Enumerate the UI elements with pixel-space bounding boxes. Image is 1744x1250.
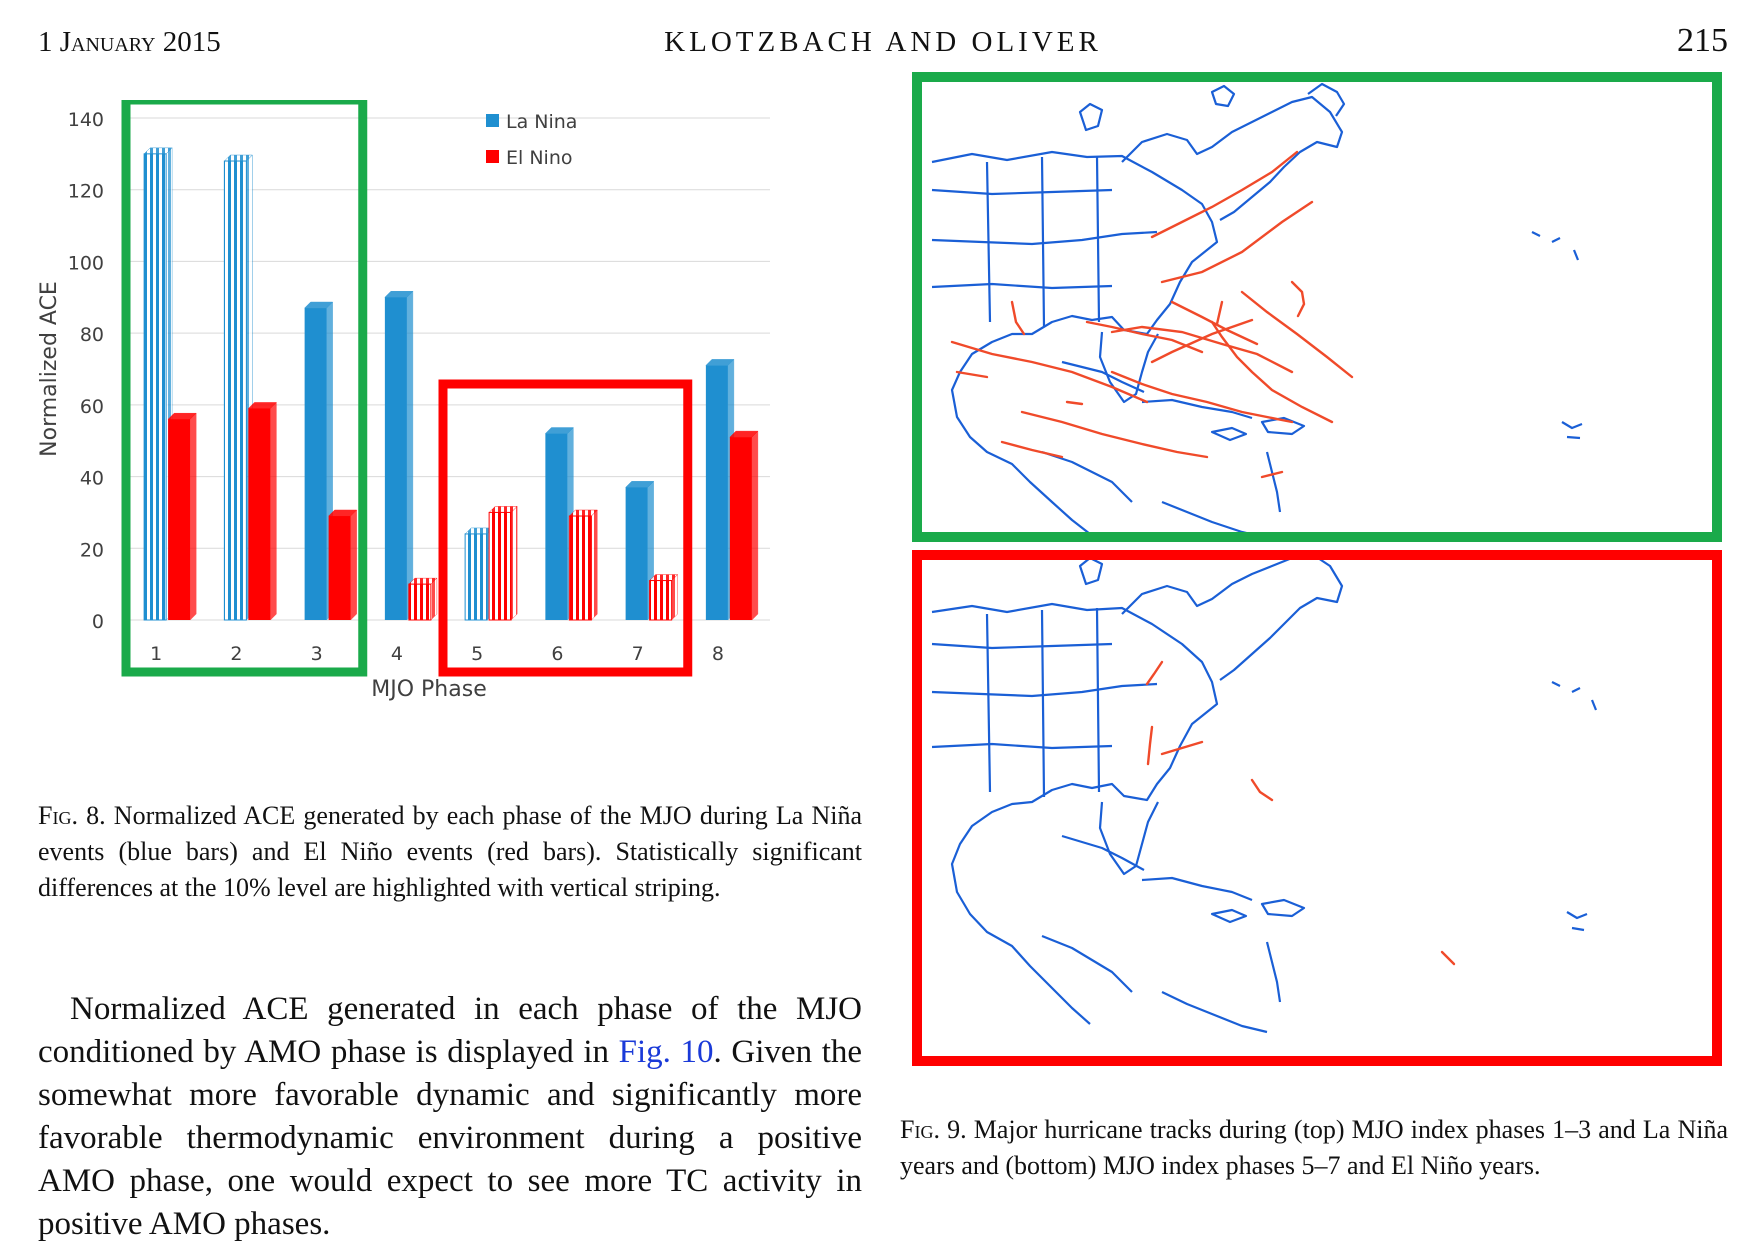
bar-la-nina-phase-3: [305, 308, 327, 620]
header-date: 1 January 2015: [38, 26, 221, 58]
header-authors: KLOTZBACH AND OLIVER: [664, 26, 1102, 58]
ace-bar-chart: [30, 100, 870, 790]
bar-el-nino-phase-3: [329, 516, 351, 620]
legend-label: La Nina: [506, 111, 578, 133]
x-tick-label: 3: [310, 643, 323, 665]
bar-side: [190, 413, 196, 620]
bar-side: [431, 578, 437, 620]
bar-side: [752, 431, 758, 620]
x-axis-label: MJO Phase: [371, 677, 487, 702]
figure-9-label: Fig. 9.: [900, 1115, 967, 1144]
figure-9-caption: [900, 1112, 1728, 1184]
x-tick-label: 8: [711, 643, 724, 665]
y-tick-label: 140: [67, 109, 104, 131]
y-tick-label: 20: [79, 539, 104, 562]
figure-9-maps: [912, 72, 1722, 1094]
page-number: 215: [1677, 22, 1728, 59]
x-tick-label: 2: [230, 643, 243, 665]
x-tick-label: 6: [551, 643, 564, 665]
bar-la-nina-phase-8: [706, 365, 728, 620]
y-tick-label: 0: [91, 611, 104, 633]
legend-swatch: [486, 114, 499, 127]
bar-side: [591, 510, 597, 620]
y-tick-label: 120: [67, 180, 104, 203]
y-tick-label: 40: [79, 467, 104, 490]
body-paragraph: Normalized ACE generated in each phase of the MJO conditioned by AMO phase is displayed in Fig. 10. Given the somewhat more favorable dynamic and significantly more favorable thermodynamic environment during a positive AMO phase, one would expect to see more TC activity in positive AMO phases.: [38, 991, 863, 1242]
bar-side: [511, 506, 517, 620]
bar-el-nino-phase-7: [650, 581, 672, 620]
bar-el-nino-phase-2: [248, 408, 270, 620]
bar-el-nino-phase-6: [569, 516, 591, 620]
figure-8-caption-text: Normalized ACE generated by each phase of the MJO during La Niña events (blue bars) and El Niño events (red bars). Statistically significant differences at the 10% level are highlighted with vertical striping.: [38, 801, 863, 902]
y-tick-label: 80: [79, 324, 104, 347]
y-tick-label: 100: [67, 252, 104, 275]
bar-el-nino-phase-1: [168, 419, 190, 620]
bar-la-nina-phase-1: [144, 154, 166, 620]
bar-side: [672, 575, 678, 620]
bar-el-nino-phase-5: [489, 512, 511, 620]
legend-swatch: [486, 150, 499, 163]
map-bottom-highlight-frame: [912, 550, 1722, 1066]
bar-la-nina-phase-4: [385, 297, 407, 620]
bar-side: [351, 510, 357, 620]
bar-la-nina-phase-6: [545, 434, 567, 620]
x-tick-label: 4: [390, 643, 403, 665]
bar-side: [270, 402, 276, 620]
bar-el-nino-phase-4: [409, 584, 431, 620]
legend-label: El Nino: [506, 147, 573, 169]
bar-el-nino-phase-8: [730, 437, 752, 620]
figure-8-caption: [38, 798, 862, 906]
y-tick-label: 60: [79, 395, 104, 418]
figure-8-label: Fig. 8.: [38, 801, 106, 830]
x-tick-label: 5: [471, 643, 484, 665]
figure-8-chart: [30, 100, 870, 790]
x-tick-label: 1: [150, 643, 163, 665]
bar-la-nina-phase-5: [465, 534, 487, 620]
bar-la-nina-phase-2: [224, 161, 246, 620]
figure-10-link[interactable]: Fig. 10: [618, 1034, 714, 1070]
map-top-highlight-frame: [912, 72, 1722, 542]
y-axis-label: Normalized ACE: [37, 281, 62, 457]
running-header: [38, 22, 1728, 66]
x-tick-label: 7: [631, 643, 644, 665]
bar-side: [407, 291, 413, 620]
bar-la-nina-phase-7: [626, 487, 648, 620]
figure-9-caption-text: Major hurricane tracks during (top) MJO index phases 1–3 and La Niña years and (bottom) MJO index phases 5–7 and El Niño years.: [900, 1115, 1729, 1180]
